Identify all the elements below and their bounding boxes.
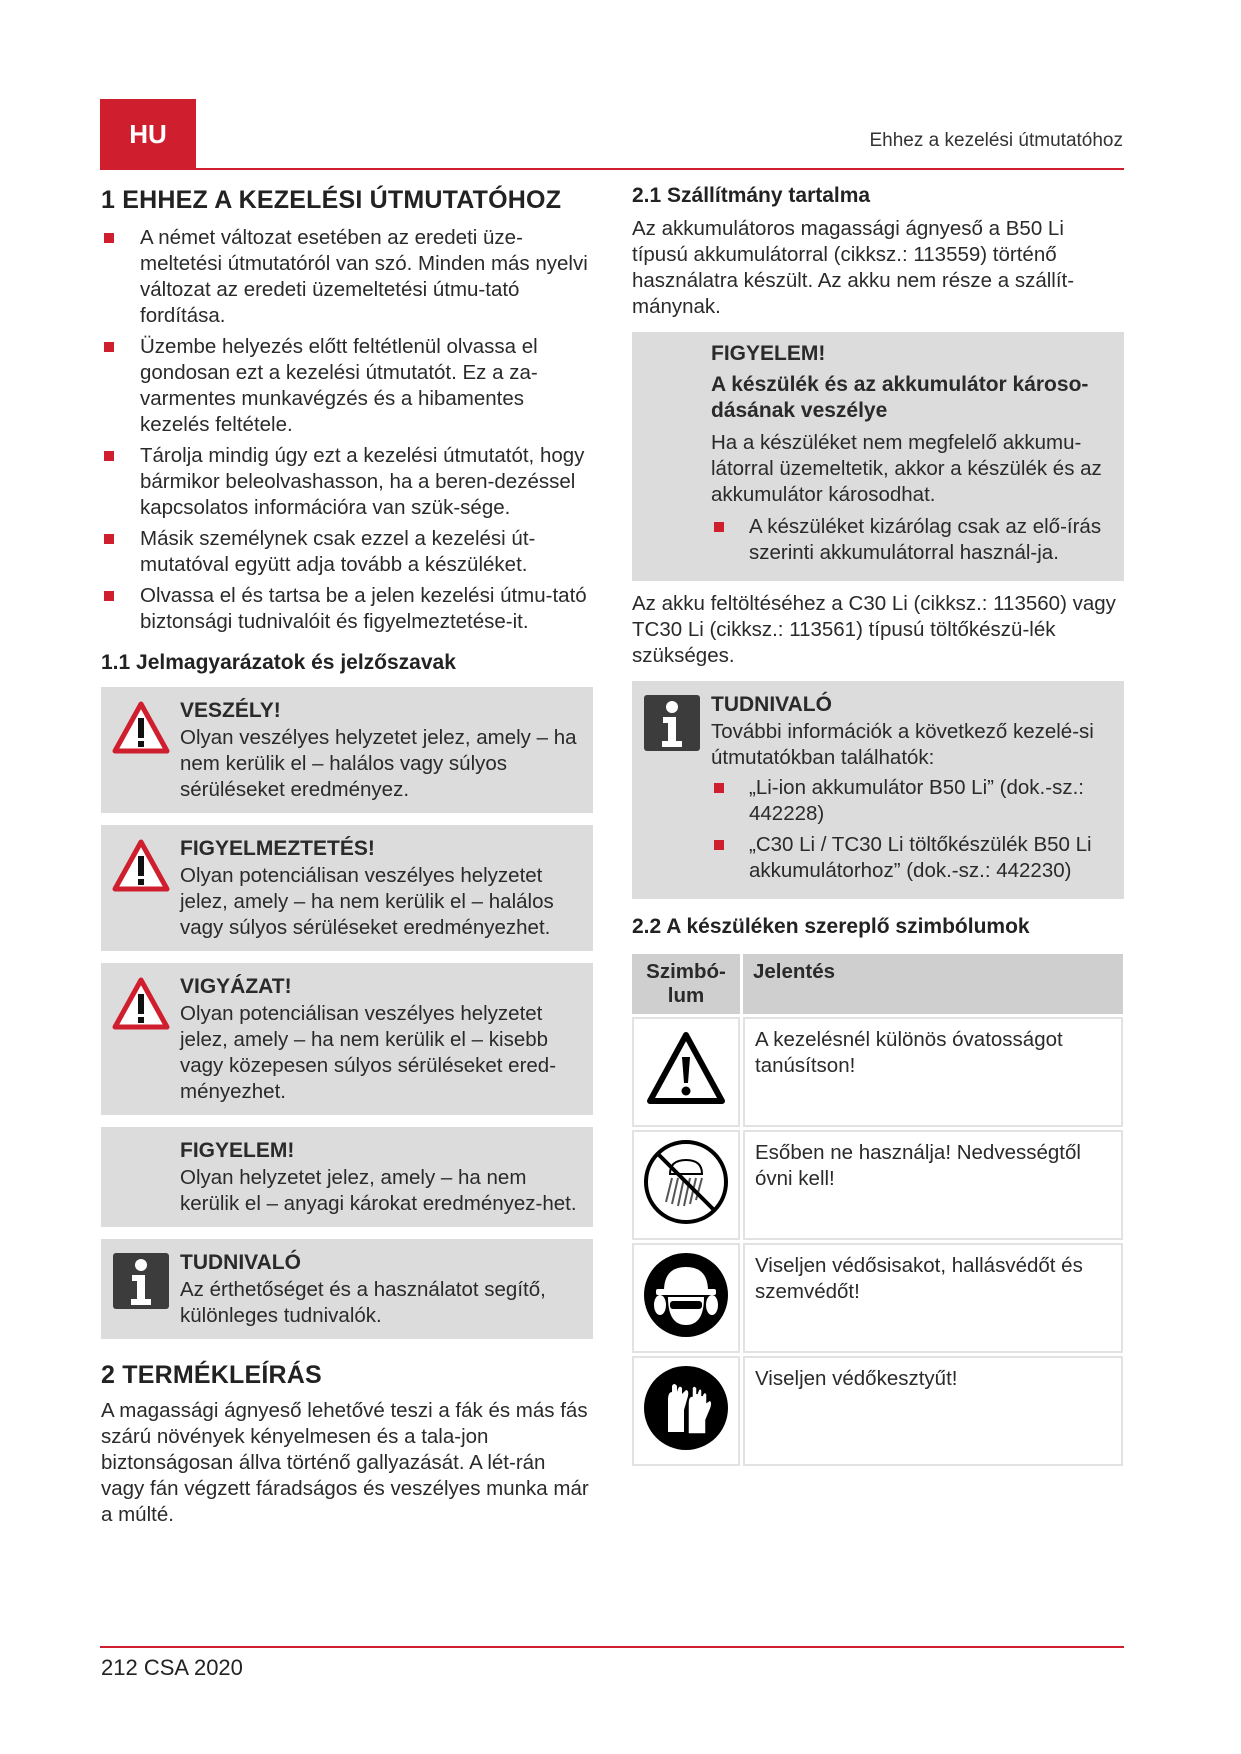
column-header-meaning: Jelentés — [743, 954, 1123, 1014]
bullet-square-icon — [714, 840, 724, 850]
warning-triangle-icon — [111, 975, 171, 1035]
list-item: Olvassa el és tartsa be a jelen kezelési útmu-tató biztonsági tudnivalóit és figyelmeztetése-it. — [101, 583, 593, 635]
box-title: VESZÉLY! — [180, 699, 281, 722]
warning-triangle-icon — [111, 699, 171, 759]
section-1-1-title: 1.1 Jelmagyarázatok és jelzőszavak — [101, 651, 456, 674]
info-box — [101, 1239, 593, 1339]
box-text: Olyan veszélyes helyzetet jelez, amely – ha nem kerülik el – halálos vagy súlyos sérüléseket eredményez. — [180, 726, 577, 801]
info-icon — [111, 1251, 171, 1311]
box-subtitle: A készülék és az akkumulátor károso-dásának veszélye — [711, 373, 1089, 422]
section-1-list — [101, 225, 593, 635]
section-2-text: A magassági ágnyeső lehetővé teszi a fák és más fás szárú növények kényelmesen és a tala-jon biztonságosan állva történő gallyazását. A lét-rán vagy fán végzett fáradságos és veszélyes munka már a múlté. — [101, 1399, 589, 1526]
box-title: FIGYELEM! — [180, 1139, 295, 1162]
footer-divider — [100, 1646, 1124, 1648]
section-2-2-title: 2.2 A készüléken szereplő szimbólumok — [632, 915, 1030, 938]
meaning-cell: Esőben ne használja! Nedvességtől óvni kell! — [743, 1130, 1123, 1240]
box-text: Az érthetőséget és a használatot segítő, különleges tudnivalók. — [180, 1278, 546, 1327]
box-text: Olyan potenciálisan veszélyes helyzetet jelez, amely – ha nem kerülik el – kisebb vagy közepesen súlyos sérüléseket ered-ményezhet. — [180, 1002, 557, 1103]
list-item: Üzembe helyezés előtt feltétlenül olvassa el gondosan ezt a kezelési útmutatót. Ez a za-varmentes munkavégzés és a hibamentes kezelés feltétele. — [101, 334, 593, 438]
box-text: Olyan potenciálisan veszélyes helyzetet jelez, amely – ha nem kerülik el – halálos vagy súlyos sérüléseket eredményezhet. — [180, 864, 554, 939]
info-list — [711, 775, 1112, 884]
symbol-cell — [632, 1243, 740, 1353]
language-tab — [100, 99, 196, 169]
box-text: Ha a készüléket nem megfelelő akkumu-látorral üzemeltetik, akkor a készülék és az akkumulátor károsodhat. — [711, 431, 1102, 506]
bullet-square-icon — [104, 451, 114, 461]
helmet-ear-eye-protection-icon — [642, 1251, 730, 1339]
list-item: Tárolja mindig úgy ezt a kezelési útmutatót, hogy bármikor beleolvashasson, ha a beren-dezéssel kapcsolatos információra van szük-sége. — [101, 443, 593, 521]
box-text: Olyan helyzetet jelez, amely – ha nem kerülik el – anyagi károkat eredményez-het. — [180, 1166, 577, 1215]
symbols-table — [629, 951, 1126, 1469]
gloves-icon — [642, 1364, 730, 1452]
box-title: FIGYELEM! — [711, 342, 826, 365]
bullet-square-icon — [104, 591, 114, 601]
notice-list — [711, 514, 1112, 566]
bullet-square-icon — [714, 783, 724, 793]
bullet-square-icon — [104, 342, 114, 352]
running-title: Ehhez a kezelési útmutatóhoz — [869, 130, 1123, 151]
language-code: HU — [129, 118, 167, 149]
header-divider — [100, 168, 1124, 170]
notice-box-battery — [632, 332, 1124, 581]
table-row — [632, 1243, 1123, 1353]
column-header-symbol: Szimbó-lum — [632, 954, 740, 1014]
notice-box — [101, 1127, 593, 1227]
box-title: VIGYÁZAT! — [180, 975, 292, 998]
section-2-1-title: 2.1 Szállítmány tartalma — [632, 184, 871, 207]
list-item: Másik személynek csak ezzel a kezelési út-mutatóval együtt adja tovább a készüléket. — [101, 526, 593, 578]
info-icon — [642, 693, 702, 753]
section-2-title: 2 TERMÉKLEÍRÁS — [101, 1361, 322, 1389]
list-item: „C30 Li / TC30 Li töltőkészülék B50 Li akkumulátorhoz” (dok.-sz.: 442230) — [711, 832, 1112, 884]
meaning-cell: A kezelésnél különös óvatosságot tanúsítson! — [743, 1017, 1123, 1127]
list-item: A készüléket kizárólag csak az elő-írás szerinti akkumulátorral használ-ja. — [711, 514, 1112, 566]
page-footer: 212 CSA 2020 — [101, 1655, 243, 1680]
section-1-title: 1 EHHEZ A KEZELÉSI ÚTMUTATÓHOZ — [101, 186, 562, 214]
warning-box — [101, 825, 593, 951]
symbol-cell — [632, 1130, 740, 1240]
box-title: TUDNIVALÓ — [180, 1251, 301, 1274]
no-rain-icon — [642, 1138, 730, 1226]
list-item: A német változat esetében az eredeti üze-meltetési útmutatóról van szó. Minden más nyelvi változat az eredeti üzemeltetési útmu-tató fordítása. — [101, 225, 593, 329]
warning-triangle-icon — [111, 837, 171, 897]
meaning-cell: Viseljen védőkesztyűt! — [743, 1356, 1123, 1466]
info-box-docs — [632, 681, 1124, 899]
caution-box — [101, 963, 593, 1115]
bullet-square-icon — [104, 233, 114, 243]
box-title: FIGYELMEZTETÉS! — [180, 837, 375, 860]
bullet-square-icon — [714, 522, 724, 532]
section-2-1-text: Az akkumulátoros magassági ágnyeső a B50 Li típusú akkumulátorral (cikksz.: 113559) történő használatra készült. Az akku nem része a szállít-mánynak. — [632, 217, 1075, 318]
charger-text: Az akku feltöltéséhez a C30 Li (cikksz.: 113560) vagy TC30 Li (cikksz.: 113561) típusú töltőkészü-lék szükséges. — [632, 592, 1116, 667]
danger-box — [101, 687, 593, 813]
box-title: TUDNIVALÓ — [711, 693, 832, 716]
table-row — [632, 1356, 1123, 1466]
symbol-cell — [632, 1356, 740, 1466]
list-item: „Li-ion akkumulátor B50 Li” (dok.-sz.: 442228) — [711, 775, 1112, 827]
left-column — [101, 186, 593, 1528]
table-header-row — [632, 954, 1123, 1014]
caution-triangle-icon — [646, 1029, 726, 1109]
meaning-cell: Viseljen védősisakot, hallásvédőt és szemvédőt! — [743, 1243, 1123, 1353]
right-column — [632, 184, 1124, 1469]
table-row — [632, 1017, 1123, 1127]
symbol-cell — [632, 1017, 740, 1127]
bullet-square-icon — [104, 534, 114, 544]
box-text: További információk a következő kezelé-si útmutatókban találhatók: — [711, 720, 1094, 769]
table-row — [632, 1130, 1123, 1240]
